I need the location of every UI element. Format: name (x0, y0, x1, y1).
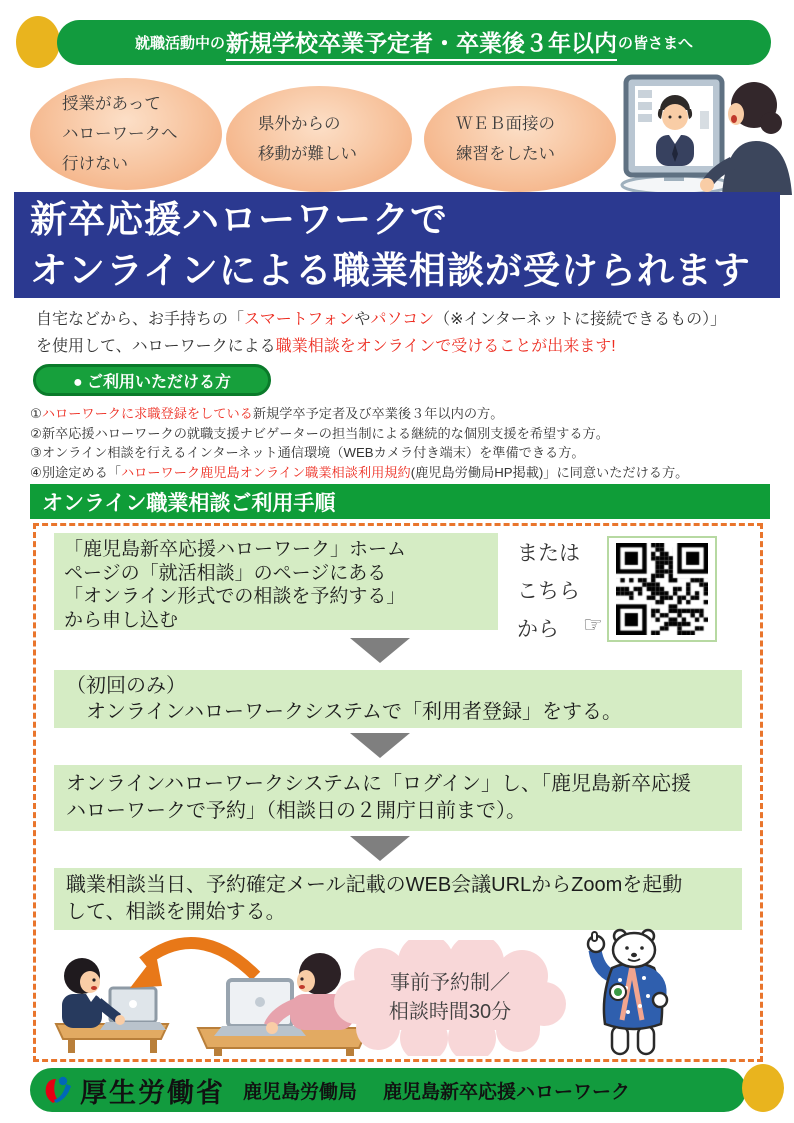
concern-line: 移動が難しい (258, 145, 357, 163)
polar-bear-mascot (582, 928, 682, 1058)
step1-line3: 「オンライン形式での相談を予約する」 (64, 586, 406, 607)
mhlw-logo-icon (42, 1074, 74, 1106)
step4-line2: して、相談を開始する。 (66, 901, 286, 923)
procedure-section-header: オンライン職業相談ご利用手順 (30, 484, 770, 519)
ministry-name: 厚生労働省 (80, 1077, 225, 1108)
down-arrow-icon (350, 638, 410, 663)
concern-line: 県外からの (258, 115, 341, 133)
elig-pre: ④別途定める「 (30, 464, 121, 480)
elig-rest: オンライン相談を行えるインターネット通信環境（WEBカメラ付き端末）を準備できる方。 (41, 445, 585, 460)
step4-line1: 職業相談当日、予約確定メール記載のWEB会議URLからZoomを起動 (66, 874, 683, 896)
eligibility-item (30, 404, 786, 424)
pointing-finger-icon: ☞ (583, 612, 603, 637)
elig-pre: ② (30, 425, 42, 441)
qr-code (607, 536, 717, 642)
from-text: から (517, 618, 559, 641)
main-title-line1: 新卒応援ハローワークで (30, 199, 448, 240)
audience-banner (57, 20, 771, 65)
concern-line: 練習をしたい (456, 145, 555, 163)
step3-line1: オンラインハローワークシステムに「ログイン」し、「鹿児島新卒応援 (66, 773, 691, 795)
main-title-line2: オンラインによる職業相談が受けられます (30, 250, 751, 291)
audience-emphasis: 新規学校卒業予定者・卒業後３年以内 (226, 25, 617, 61)
reservation-note-cloud (330, 940, 570, 1056)
elig-rest: (鹿児島労働局HP掲載)」に同意いただける方。 (410, 464, 689, 480)
elig-rest: 新卒応援ハローワークの就職支援ナビゲーターの担当制による継続的な個別支援を希望する方。 (41, 425, 609, 441)
elig-red: ハローワークに求職登録をしている (41, 406, 253, 421)
concern-bubble-web-interview (424, 86, 616, 192)
intro-text: 自宅などから、お手持ちの「 (36, 311, 245, 328)
concern-line: 授業があって (62, 95, 161, 113)
step2-box (54, 670, 742, 728)
intro-highlight-online: 職業相談をオンラインで受けることが出来ます! (275, 338, 616, 355)
step4-box (54, 868, 742, 930)
step3-box (54, 765, 742, 831)
elig-pre: ① (30, 406, 42, 421)
step1-box (54, 533, 498, 630)
audience-suffix: の皆さまへ (618, 35, 694, 52)
intro-text: （※インターネットに接続できるもの）」 (434, 311, 727, 328)
concern-bubble-classes (30, 78, 222, 190)
here-text: こちら (517, 580, 580, 603)
web-interview-illustration (612, 73, 792, 195)
note-line1: 事前予約制／ (390, 972, 510, 994)
concern-line: ハローワークへ (62, 125, 178, 143)
footer-bar (30, 1068, 746, 1112)
gold-ellipse-decoration (16, 16, 60, 68)
eligibility-item (30, 424, 786, 444)
elig-pre: ③ (30, 445, 42, 460)
intro-text: や (354, 311, 371, 328)
concern-line: 行けない (62, 155, 128, 173)
concern-bubble-travel (226, 86, 412, 192)
intro-highlight-pc: パソコン (370, 311, 435, 328)
step2-line1: （初回のみ） (66, 675, 186, 697)
down-arrow-icon (350, 733, 410, 758)
step1-line1: 「鹿児島新卒応援ハローワーク」ホーム (64, 539, 407, 560)
step3-line2: ハローワークで予約」（相談日の２開庁日前まで）。 (66, 800, 526, 822)
main-title-banner (14, 192, 780, 298)
labor-bureau-name: 鹿児島労働局 (243, 1081, 358, 1103)
gold-ellipse-decoration (742, 1064, 784, 1112)
reservation-note (330, 940, 570, 1056)
eligibility-list (30, 404, 786, 482)
intro-line2 (36, 333, 780, 360)
intro-line1 (36, 306, 780, 333)
step1-line2: ページの「就活相談」のページにある (64, 562, 387, 584)
qr-code-pattern (616, 543, 708, 635)
step1-line4: から申し込む (64, 609, 179, 631)
elig-red: ハローワーク鹿児島オンライン職業相談利用規約 (120, 464, 411, 480)
eligibility-item (30, 463, 786, 483)
intro-highlight-smartphone: スマートフォン (244, 311, 355, 328)
down-arrow-icon (350, 836, 410, 861)
eligible-users-badge: ● ご利用いただける方 (33, 364, 271, 396)
note-line2: 相談時間30分 (388, 1001, 512, 1023)
hellowork-office-name: 鹿児島新卒応援ハローワーク (383, 1081, 631, 1103)
concern-line: ＷＥＢ面接の (456, 115, 555, 133)
elig-rest: 新規学卒予定者及び卒業後３年以内の方。 (252, 406, 504, 421)
intro-text: を使用して、ハローワークによる (36, 338, 276, 355)
audience-prefix: 就職活動中の (134, 35, 225, 52)
eligibility-item (30, 443, 786, 463)
or-text: または (517, 542, 580, 565)
intro-paragraph (36, 306, 780, 360)
step2-line2: オンラインハローワークシステムで「利用者登録」をする。 (66, 701, 622, 723)
